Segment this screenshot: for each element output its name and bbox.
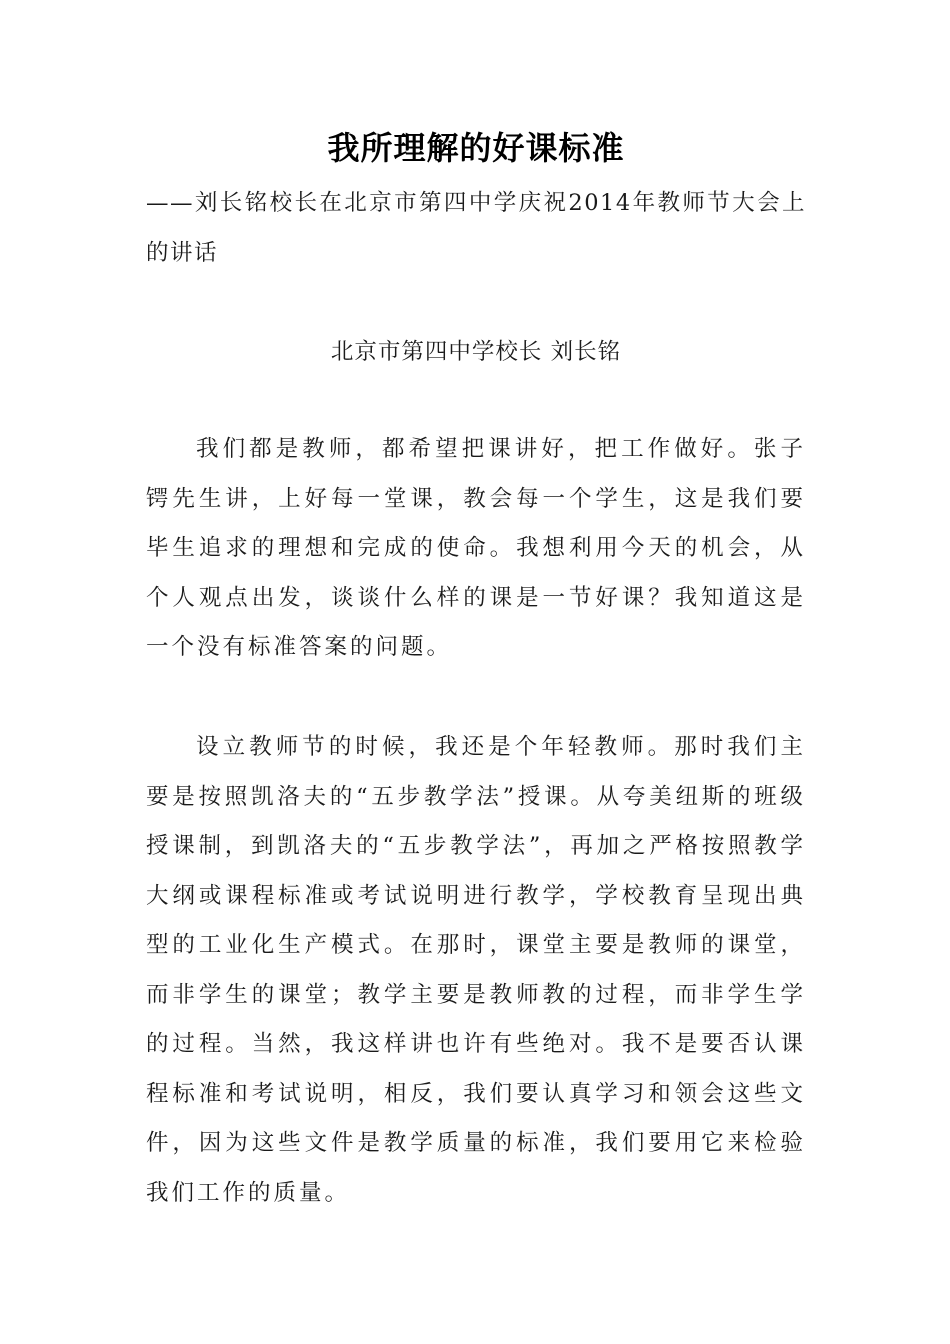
paragraph-1: 我们都是教师，都希望把课讲好，把工作做好。张子锷先生讲，上好每一堂课，教会每一个学生，这是我们要毕生追求的理想和完成的使命。我想利用今天的机会，从个人观点出发，谈谈什么样的课是一节好课？我知道这是一个没有标准答案的问题。 bbox=[146, 436, 806, 660]
document-subtitle: ——刘长铭校长在北京市第四中学庆祝2014年教师节大会上的讲话 bbox=[146, 190, 806, 266]
author-line: 北京市第四中学校长 刘长铭 bbox=[330, 339, 622, 365]
document-title: 我所理解的好课标准 bbox=[327, 129, 625, 167]
paragraph-2: 设立教师节的时候，我还是个年轻教师。那时我们主要是按照凯洛夫的“五步教学法”授课。从夸美纽斯的班级授课制，到凯洛夫的“五步教学法”，再加之严格按照教学大纲或课程标准或考试说明进行教学，学校教育呈现出典型的工业化生产模式。在那时，课堂主要是教师的课堂，而非学生的课堂；教学主要是教师教的过程，而非学生学的过程。当然，我这样讲也许有些绝对。我不是要否认课程标准和考试说明，相反，我们要认真学习和领会这些文件，因为这些文件是教学质量的标准，我们要用它来检验我们工作的质量。 bbox=[146, 734, 806, 1206]
